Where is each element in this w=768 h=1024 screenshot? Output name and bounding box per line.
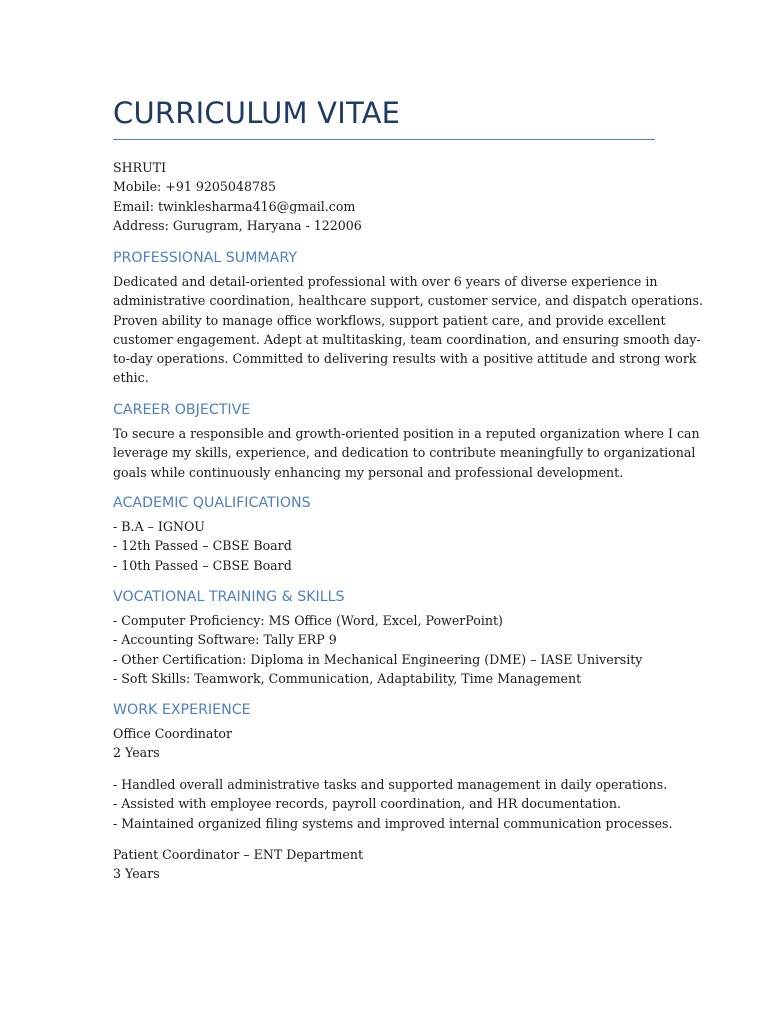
job-duration: 3 Years: [113, 866, 160, 882]
section-heading-work-experience: WORK EXPERIENCE: [113, 702, 251, 718]
objective-line: leverage my skills, experience, and dedication to contribute meaningfully to organizational: [113, 445, 696, 461]
list-item: - 12th Passed – CBSE Board: [113, 538, 292, 554]
list-item: - Maintained organized filing systems and improved internal communication processes.: [113, 815, 673, 831]
summary-line: administrative coordination, healthcare support, customer service, and dispatch operations.: [113, 293, 703, 309]
vocational-list: [113, 611, 642, 688]
section-heading-professional-summary: PROFESSIONAL SUMMARY: [113, 250, 297, 266]
contact-mobile: Mobile: +91 9205048785: [113, 179, 276, 195]
section-heading-career-objective: CAREER OBJECTIVE: [113, 402, 251, 418]
contact-address: Address: Gurugram, Haryana - 122006: [113, 217, 362, 233]
job-patient-coordinator: [113, 845, 363, 884]
section-heading-academic-qualifications: ACADEMIC QUALIFICATIONS: [113, 495, 311, 511]
professional-summary-text: [113, 272, 703, 388]
contact-email: Email: twinklesharma416@gmail.com: [113, 198, 356, 214]
objective-line: goals while continuously enhancing my personal and professional development.: [113, 464, 624, 480]
job-role: Office Coordinator: [113, 726, 233, 741]
summary-line: to-day operations. Committed to delivering results with a positive attitude and strong work: [113, 351, 697, 367]
list-item: - Soft Skills: Teamwork, Communication, Adaptability, Time Management: [113, 670, 582, 686]
document-title: CURRICULUM VITAE: [113, 96, 401, 130]
list-item: - 10th Passed – CBSE Board: [113, 557, 292, 573]
career-objective-text: [113, 424, 700, 482]
job-duties-list: [113, 775, 673, 833]
list-item: - Handled overall administrative tasks and supported management in daily operations.: [113, 777, 668, 792]
job-role: Patient Coordinator – ENT Department: [113, 847, 364, 862]
job-office-coordinator: [113, 724, 232, 763]
list-item: - Assisted with employee records, payroll coordination, and HR documentation.: [113, 796, 621, 812]
contact-name: SHRUTI: [113, 160, 167, 175]
summary-line: customer engagement. Adept at multitasking, team coordination, and ensuring smooth day-: [113, 331, 701, 347]
summary-line: Dedicated and detail-oriented professional with over 6 years of diverse experience in: [113, 274, 658, 289]
list-item: - B.A – IGNOU: [113, 519, 205, 534]
job-duration: 2 Years: [113, 745, 160, 761]
contact-block: [113, 158, 362, 235]
list-item: - Other Certification: Diploma in Mechanical Engineering (DME) – IASE University: [113, 651, 643, 667]
list-item: - Computer Proficiency: MS Office (Word, Excel, PowerPoint): [113, 613, 503, 628]
title-underline: [113, 139, 655, 140]
list-item: - Accounting Software: Tally ERP 9: [113, 632, 337, 648]
academic-list: [113, 517, 292, 575]
summary-line: Proven ability to manage office workflows, support patient care, and provide excellent: [113, 312, 666, 328]
objective-line: To secure a responsible and growth-oriented position in a reputed organization where I can: [113, 426, 700, 441]
section-heading-vocational-training: VOCATIONAL TRAINING & SKILLS: [113, 589, 345, 605]
summary-line: ethic.: [113, 370, 149, 386]
